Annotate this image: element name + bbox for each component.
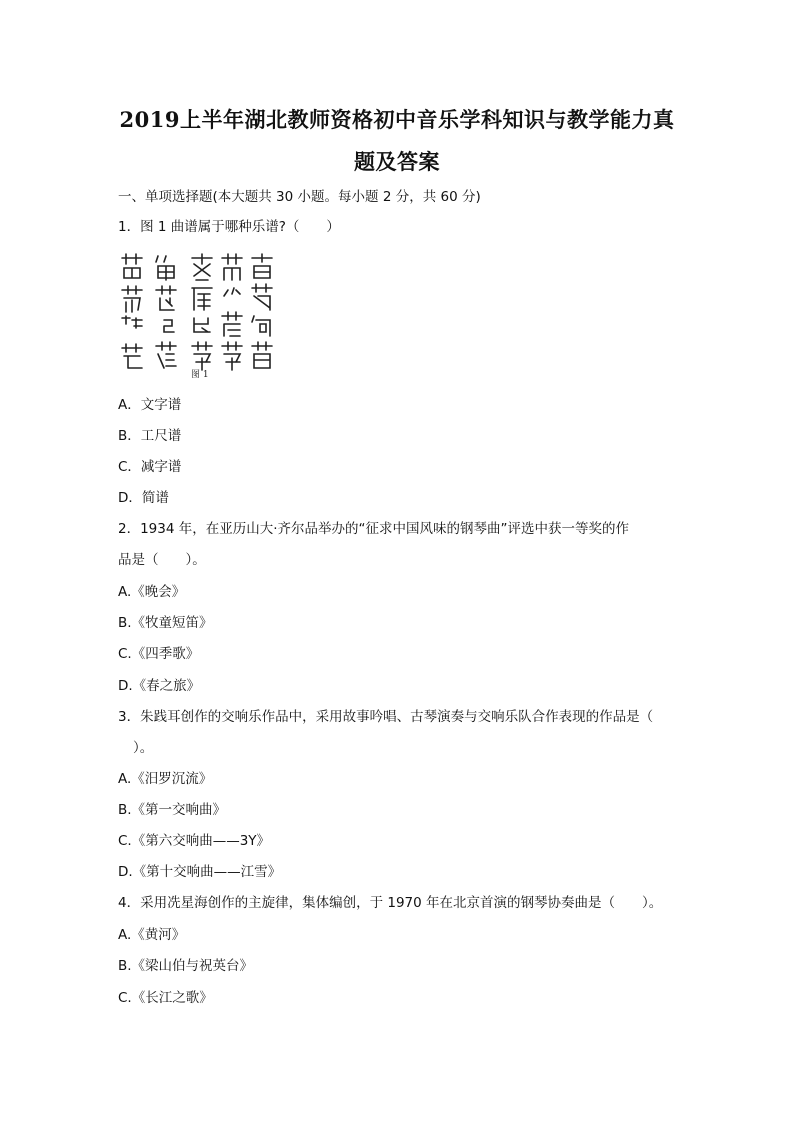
question-3-option-d: D.《第十交响曲——江雪》 bbox=[118, 864, 282, 880]
question-2-stem-line-2: 品是（ ）。 bbox=[118, 552, 206, 568]
question-4-option-a: A.《黄河》 bbox=[118, 927, 186, 943]
question-2-option-b: B.《牧童短笛》 bbox=[118, 615, 213, 631]
question-1-option-c: C．减字谱 bbox=[118, 459, 182, 475]
question-3-option-c: C.《第六交响曲——3Y》 bbox=[118, 833, 271, 849]
question-4-stem: 4．采用冼星海创作的主旋律，集体编创，于 1970 年在北京首演的钢琴协奏曲是（ ）。 bbox=[118, 895, 663, 911]
question-4-option-b: B.《梁山伯与祝英台》 bbox=[118, 958, 254, 974]
figure-1-caption: 图 1 bbox=[191, 370, 209, 380]
question-1-option-d: D．简谱 bbox=[118, 490, 169, 506]
question-1-option-a: A．文字谱 bbox=[118, 397, 182, 413]
question-3-option-b: B.《第一交响曲》 bbox=[118, 802, 227, 818]
question-3-stem-line-2: ）。 bbox=[133, 740, 154, 756]
question-4-option-c: C.《长江之歌》 bbox=[118, 990, 213, 1006]
question-2-option-c: C.《四季歌》 bbox=[118, 646, 200, 662]
jianzipu-glyphs-image bbox=[116, 250, 276, 380]
question-2-stem-line-1: 2．1934 年，在亚历山大·齐尔品举办的“征求中国风味的钢琴曲”评选中获一等奖的作 bbox=[118, 521, 630, 537]
question-3-option-a: A.《汨罗沉流》 bbox=[118, 771, 213, 787]
figure-1-jianzipu-score bbox=[116, 250, 276, 380]
document-title-line-1: 2019上半年湖北教师资格初中音乐学科知识与教学能力真 bbox=[119, 107, 675, 132]
document-title-line-2: 题及答案 bbox=[354, 149, 440, 174]
question-2-option-d: D.《春之旅》 bbox=[118, 678, 201, 694]
question-1-option-b: B．工尺谱 bbox=[118, 428, 182, 444]
question-2-option-a: A.《晚会》 bbox=[118, 584, 186, 600]
question-3-stem-line-1: 3．朱践耳创作的交响乐作品中，采用故事吟唱、古琴演奏与交响乐队合作表现的作品是（ bbox=[118, 709, 654, 725]
question-1-stem: 1．图 1 曲谱属于哪种乐谱?（ ） bbox=[118, 219, 340, 235]
section-heading: 一、单项选择题(本大题共 30 小题。每小题 2 分，共 60 分) bbox=[118, 189, 481, 205]
